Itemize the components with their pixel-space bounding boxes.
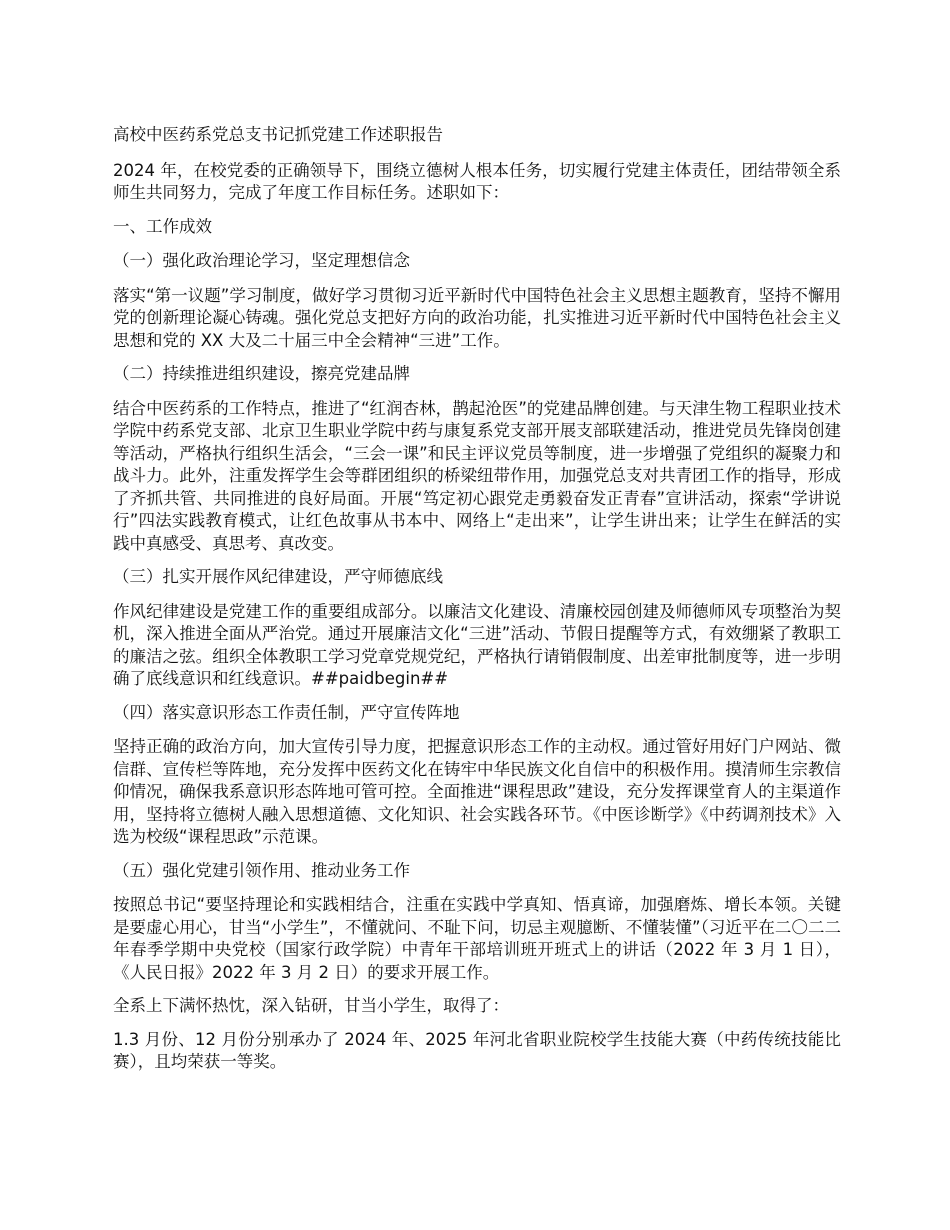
- paragraph-result-item-1: 1.3 月份、12 月份分别承办了 2024 年、2025 年河北省职业院校学生技能大赛（中药传统技能比赛），且均荣获一等奖。: [113, 1029, 841, 1071]
- paragraph-business: 按照总书记“要坚持理论和实践相结合，注重在实践中学真知、悟真谛，加强磨炼、增长本领。关键是要虚心用心，甘当“小学生”，不懂就问、不耻下问，切忌主观臆断、不懂装懂”（习近平在二〇二二年春季学期中央党校（国家行政学院）中青年干部培训班开班式上的讲话（2022 年 3 月 1 日），《人民日报》2022 年 3 月 2 日）的要求开展工作。: [113, 895, 841, 982]
- paragraph-organization: 结合中医药系的工作特点，推进了“红润杏林，鹊起沧医”的党建品牌创建。与天津生物工程职业技术学院中药系党支部、北京卫生职业学院中药与康复系党支部开展支部联建活动，推进党员先锋岗创建等活动，严格执行组织生活会，“三会一课”和民主评议党员等制度，进一步增强了党组织的凝聚力和战斗力。此外，注重发挥学生会等群团组织的桥梁纽带作用，加强党总支对共青团工作的指导，形成了齐抓共管、共同推进的良好局面。开展“笃定初心跟党走勇毅奋发正青春”宣讲活动，探索“学讲说行”四法实践教育模式，让红色故事从书本中、网络上“走出来”，让学生讲出来；让学生在鲜活的实践中真感受、真思考、真改变。: [113, 398, 841, 553]
- intro-paragraph: 2024 年，在校党委的正确领导下，围绕立德树人根本任务，切实履行党建主体责任，团结带领全系师生共同努力，完成了年度工作目标任务。述职如下：: [113, 160, 841, 202]
- subheading-organization: （二）持续推进组织建设，擦亮党建品牌: [113, 364, 410, 383]
- paragraph-ideology: 坚持正确的政治方向，加大宣传引导力度，把握意识形态工作的主动权。通过管好用好门户网站、微信群、宣传栏等阵地，充分发挥中医药文化在铸牢中华民族文化自信中的积极作用。摸清师生宗教信仰情况，确保我系意识形态阵地可管可控。全面推进“课程思政”建设，充分发挥课堂育人的主渠道作用，坚持将立德树人融入思想道德、文化知识、社会实践各环节。《中医诊断学》《中药调剂技术》入选为校级“课程思政”示范课。: [113, 737, 841, 846]
- document-title: 高校中医药系党总支书记抓党建工作述职报告: [113, 125, 443, 144]
- document-page: [113, 124, 841, 1085]
- subheading-business: （五）强化党建引领作用、推动业务工作: [113, 860, 410, 880]
- subheading-political-study: （一）强化政治理论学习，坚定理想信念: [113, 251, 410, 270]
- paragraph-results-intro: 全系上下满怀热忱，深入钻研，甘当小学生，取得了：: [113, 996, 509, 1015]
- section-heading-achievements: 一、工作成效: [113, 216, 212, 236]
- subheading-ideology: （四）落实意识形态工作责任制，严守宣传阵地: [113, 702, 460, 722]
- subheading-discipline: （三）扎实开展作风纪律建设，严守师德底线: [113, 567, 443, 586]
- paragraph-political-study: 落实“第一议题”学习制度，做好学习贯彻习近平新时代中国特色社会主义思想主题教育，坚持不懈用党的创新理论凝心铸魂。强化党总支把好方向的政治功能，扎实推进习近平新时代中国特色社会主义思想和党的 XX 大及二十届三中全会精神“三进”工作。: [113, 285, 841, 350]
- paragraph-discipline: 作风纪律建设是党建工作的重要组成部分。以廉洁文化建设、清廉校园创建及师德师风专项整治为契机，深入推进全面从严治党。通过开展廉洁文化“三进”活动、节假日提醒等方式，有效绷紧了教职工的廉洁之弦。组织全体教职工学习党章党规党纪，严格执行请销假制度、出差审批制度等，进一步明确了底线意识和红线意识。##paidbegin##: [113, 601, 841, 688]
